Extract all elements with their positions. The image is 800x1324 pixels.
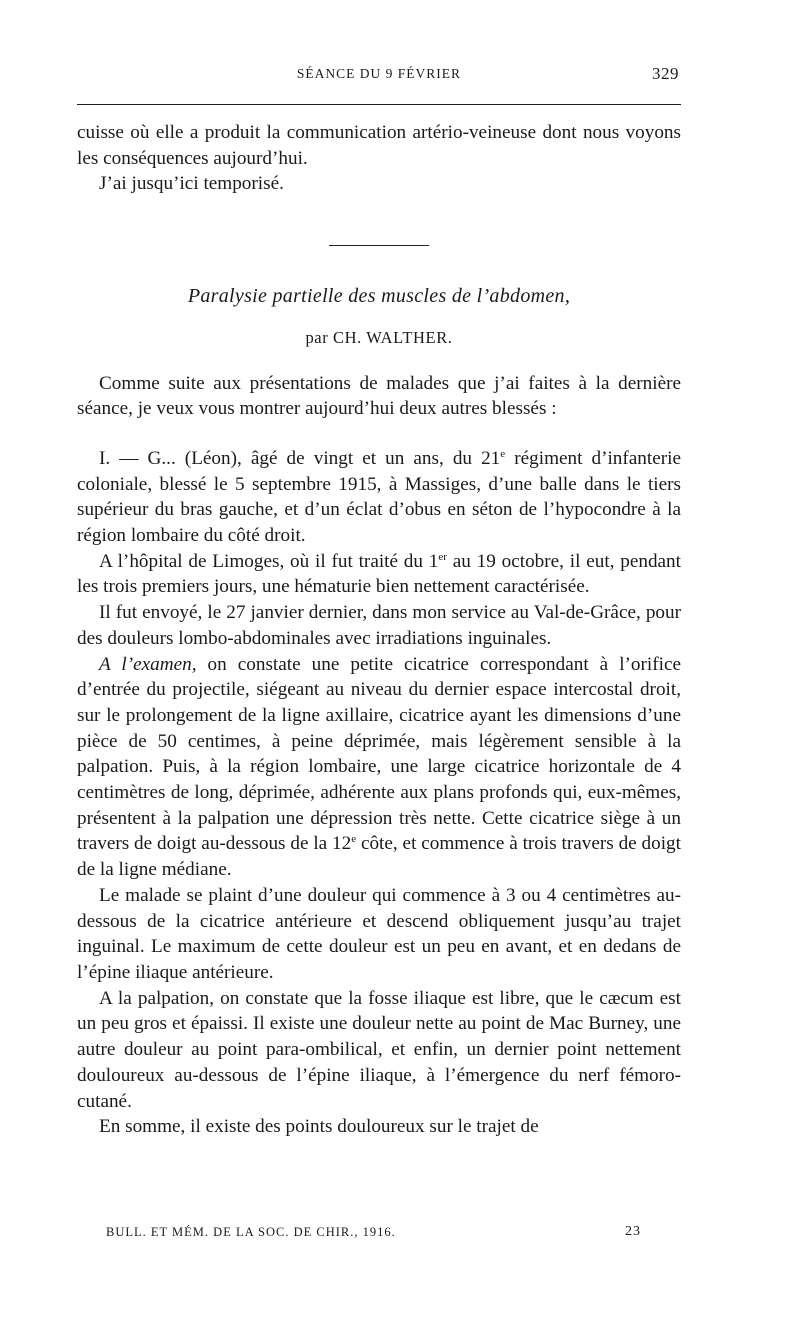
case-one-text-b: régiment d’infanterie coloniale, blessé le 5 septembre 1915, à Massiges, d’une balle dans le tiers supérieur du bras gauche, et d’un éclat d’obus en séton de l’hypocondre à la région lombaire du côté droit.	[77, 447, 681, 547]
sheet-number: 23	[625, 1224, 641, 1239]
paragraph-limoges	[77, 549, 681, 600]
case-one-text-a: I. — G... (Léon), âgé de vingt et un ans, du 21	[99, 447, 501, 469]
header-rule	[77, 104, 681, 105]
paragraph-en-somme: En somme, il existe des points douloureux sur le trajet de	[99, 1116, 539, 1138]
body-text	[77, 120, 681, 1140]
running-header	[77, 66, 681, 90]
paragraph-intro: Comme suite aux présentations de malades que j’ai faites à la dernière séance, je veux vous montrer aujourd’hui deux autres blessés :	[77, 372, 681, 420]
paragraph-douleur: Le malade se plaint d’une douleur qui commence à 3 ou 4 centimètres au-dessous de la cicatrice antérieure et descend obliquement jusqu’au trajet inguinal. Le maximum de cette douleur est un peu en avant, et en dedans de l’épine iliaque antérieure.	[77, 884, 681, 983]
paragraph-case-one	[77, 446, 681, 549]
paragraph-temporise: J’ai jusqu’ici temporisé.	[99, 173, 284, 195]
ordinal-superscript: e	[351, 833, 357, 846]
page-number: 329	[652, 64, 679, 83]
examen-text-a: on constate une petite cicatrice correspondant à l’orifice d’entrée du projectile, siégeant au niveau du dernier espace intercostal droit, sur le prolongement de la ligne axillaire, cicatrice ayant les dimensions d’une pièce de 50 centimes, à peine déprimée, mais légèrement sensible à la palpation. Puis, à la région lombaire, une large cicatrice horizontale de 4 centimètres de long, déprimée, adhérente aux plans profonds qui, eux-mêmes, présentent à la palpation une dépression très nette. Cette cicatrice siège à un travers de doigt au-dessous de la 12	[77, 653, 682, 855]
section-separator	[329, 245, 429, 246]
author-line: par CH. WALTHER.	[305, 327, 453, 347]
paragraph-palpation: A la palpation, on constate que la fosse iliaque est libre, que le cæcum est un peu gros et épaissi. Il existe une douleur nette au point de Mac Burney, une autre douleur au point para-ombilical, et enfin, un dernier point nettement douloureux au-dessous de l’épine iliaque, à l’émergence du nerf fémoro-cutané.	[77, 987, 681, 1112]
article-title: Paralysie partielle des muscles de l’abdomen,	[187, 285, 571, 308]
paragraph-continuation: cuisse où elle a produit la communication artério-veineuse dont nous voyons les conséquences aujourd’hui.	[77, 122, 681, 169]
paragraph-val-de-grace: Il fut envoyé, le 27 janvier dernier, dans mon service au Val-de-Grâce, pour des douleurs lombo-abdominales avec irradiations inguinales.	[77, 602, 681, 649]
running-title: SÉANCE DU 9 FÉVRIER	[296, 66, 462, 81]
examen-lead: A l’examen,	[99, 653, 197, 675]
examen-text-b: côte, et commence à trois travers de doigt de la ligne médiane.	[77, 833, 681, 881]
paragraph-examen	[77, 652, 681, 883]
ordinal-superscript: e	[500, 447, 506, 460]
limoges-text-b: au 19 octobre, il eut, pendant les trois premiers jours, une hématurie bien nettement caractérisée.	[77, 550, 681, 598]
journal-reference: BULL. ET MÉM. DE LA SOC. DE CHIR., 1916.	[106, 1225, 396, 1239]
limoges-text-a: A l’hôpital de Limoges, où il fut traité du 1	[99, 550, 439, 572]
ordinal-superscript: er	[438, 550, 447, 563]
